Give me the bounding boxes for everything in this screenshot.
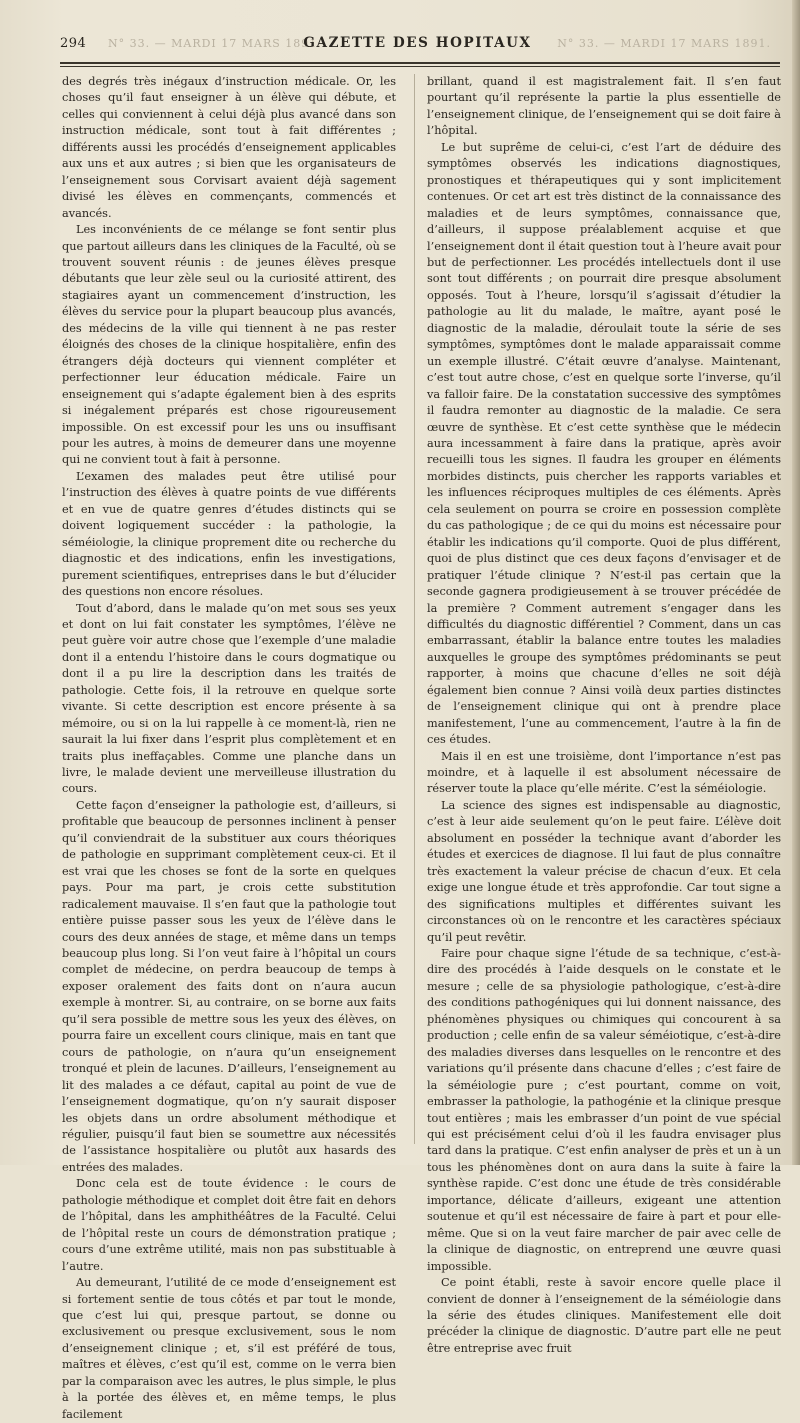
header-rule-thick: [60, 62, 780, 64]
paragraph: L’examen des malades peut être utilisé pour l’instruction des élèves à quatre points de vue différents et en vue de quatre genres d’études distincts qui se doivent logiquement succéder : la pathologie, la séméiologie, la clinique proprement dite ou recherche du diagnostic et des indications, enfin les investigations, purement scientifiques, entreprises dans le but d’élucider des questions non encore résolues.: [62, 469, 396, 599]
paragraph: La science des signes est indispensable au diagnostic, c’est à leur aide seulement qu’on le peut faire. L’élève doit absolument en posséder la technique avant d’aborder les études et exercices de diagnose. Il lui faut de plus connaître très exactement la valeur précise de chacun d’eux. Et cela exige une longue étude et très approfondie. Car tout signe a des significations multiples et différentes suivant les circonstances où on le rencontre et les caractères spéciaux qu’il peut revêtir.: [427, 798, 781, 944]
bleed-through-header-right: N° 33. — MARDI 17 MARS 1891.: [557, 37, 771, 50]
page-edge-shadow: [792, 0, 800, 1165]
paragraph: Au demeurant, l’utilité de ce mode d’enseignement est si fortement sentie de tous côtés et par tout le monde, que c’est lui qui, presque partout, se donne ou exclusivement ou presque exclusivement, sous le nom d’enseignement clinique ; et, s’il est préféré de tous, maîtres et élèves, c’est qu’il est, comme on le verra bien par la comparaison avec les autres, le plus simple, le plus à la portée des élèves et, en même temps, le plus facilement: [62, 1276, 396, 1421]
page-header: [60, 33, 775, 55]
bleed-through-header-left: N° 33. — MARDI 17 MARS 1891.: [108, 37, 322, 50]
paragraph: Les inconvénients de ce mélange se font sentir plus que partout ailleurs dans les cliniques de la Faculté, où se trouvent souvent réunis : de jeunes élèves presque débutants que leur zèle seul ou la curiosité attirent, des stagiaires ayant un commencement d’instruction, les élèves du service pour la plupart beaucoup plus avancés, des médecins de la ville qui tiennent à ne pas rester éloignés des choses de la clinique hospitalière, enfin des étrangers déjà docteurs qui viennent compléter et perfectionner leur éducation médicale. Faire un enseignement qui s’adapte également bien à des esprits si inégalement préparés est chose rigoureusement impossible. On est excessif pour les uns ou insuffisant pour les autres, à moins de demeurer dans une moyenne qui ne convient tout à fait à personne.: [62, 223, 396, 467]
paragraph: Mais il en est une troisième, dont l’importance n’est pas moindre, et à laquelle il est absolument nécessaire de réserver toute la place qu’elle mérite. C’est la séméiologie.: [427, 749, 781, 796]
paragraph: Tout d’abord, dans le malade qu’on met sous ses yeux et dont on lui fait constater les symptômes, l’élève ne peut guère voir autre chose que l’exemple d’une maladie dont il a entendu l’histoire dans le cours dogmatique ou dont il a pu lire la description dans les traités de pathologie. Cette fois, il la retrouve en quelque sorte vivante. Si cette description est encore présente à sa mémoire, ou si on la lui rappelle à ce moment-là, rien ne saurait la lui fixer dans l’esprit plus complètement et en traits plus ineffaçables. Comme une planche dans un livre, le malade devient une merveilleuse illustration du cours.: [62, 601, 396, 796]
header-rule-thin: [60, 66, 780, 67]
newspaper-title: GAZETTE DES HOPITAUX: [303, 35, 532, 51]
paragraph: Ce point établi, reste à savoir encore quelle place il convient de donner à l’enseignement de la séméiologie dans la série des études cliniques. Manifestement elle doit précéder la clinique de diagnostic. D’autre part elle ne peut être entreprise avec fruit: [427, 1276, 781, 1355]
left-column: [62, 74, 396, 1421]
right-column: [427, 74, 781, 1355]
paragraph: Faire pour chaque signe l’étude de sa technique, c’est-à-dire des procédés à l’aide desquels on le constate et le mesure ; celle de sa physiologie pathologique, c’est-à-dire des conditions pathogéniques qui lui donnent naissance, des phénomènes physiques ou chimiques qui concourent à sa production ; celle enfin de sa valeur séméiotique, c’est-à-dire des maladies diverses dans lesquelles on le rencontre et des variations qu’il présente dans chacune d’elles ; c’est faire de la séméiologie pure ; c’est pourtant, comme on voit, embrasser la pathologie, la pathogénie et la clinique presque tout entières ; mais les embrasser d’un point de vue spécial qui est précisément celui d’où il les faudra envisager plus tard dans la pratique. C’est enfin analyser de près et un à un tous les phénomènes dont on aura dans la suite à faire la synthèse rapide. C’est donc une étude de très considérable importance, délicate d’ailleurs, exigeant une attention soutenue et qu’il est nécessaire de faire à part et pour elle-même. Que si on la veut faire marcher de pair avec celle de la clinique de diagnostic, on entreprend une œuvre quasi impossible.: [427, 947, 781, 1273]
paragraph: Donc cela est de toute évidence : le cours de pathologie méthodique et complet doit être fait en dehors de l’hôpital, dans les amphithéâtres de la Faculté. Celui de l’hôpital reste un cours de démonstration pratique ; cours d’une extrême utilité, mais non pas substituable à l’autre.: [62, 1177, 396, 1273]
page-number: 294: [60, 36, 87, 51]
paragraph: Le but suprême de celui-ci, c’est l’art de déduire des symptômes observés les indications diagnostiques, pronostiques et thérapeutiques qui y sont implicitement contenues. Or cet art est très distinct de la connaissance des maladies et de leurs symptômes, connaissance que, d’ailleurs, il suppose préalablement acquise et que l’enseignement dont il était question tout à l’heure avait pour but de perfectionner. Les procédés intellectuels dont il use sont tout différents ; on pourrait dire presque absolument opposés. Tout à l’heure, lorsqu’il s’agissait d’étudier la pathologie au lit du malade, le maître, ayant posé le diagnostic de la maladie, déroulait toute la série de ses symptômes, symptômes dont le malade apparaissait comme un exemple illustré. C’était œuvre d’analyse. Maintenant, c’est tout autre chose, c’est en quelque sorte l’inverse, qu’il va falloir faire. De la constatation successive des symptômes il faudra remonter au diagnostic de la maladie. Ce sera œuvre de synthèse. Et c’est cette synthèse que le médecin aura incessamment à faire dans la pratique, après avoir recueilli tous les signes. Il faudra les grouper en éléments morbides distincts, puis chercher les rapports variables et les influences réciproques multiples de ces éléments. Après cela seulement on pourra se croire en possession complète du cas pathologique ; de ce qui du moins est nécessaire pour établir les indications qu’il comporte. Quoi de plus différent, quoi de plus distinct que ces deux façons d’envisager et de pratiquer l’étude clinique ? N’est-il pas certain que la seconde gagnera prodigieusement à se trouver précédée de la première ? Comment autrement s’engager dans les difficultés du diagnostic différentiel ? Comment, dans un cas embarrassant, établir la balance entre toutes les maladies auxquelles le groupe des symptômes prédominants se peut rapporter, à moins que chacune d’elles ne soit déjà également bien connue ? Ainsi voilà deux parties distinctes de l’enseignement clinique qui ont à prendre place manifestement, l’une au commencement, l’autre à la fin de ces études.: [427, 140, 781, 747]
paragraph: brillant, quand il est magistralement fait. Il s’en faut pourtant qu’il représente la partie la plus essentielle de l’enseignement clinique, de l’enseignement qui se doit faire à l’hôpital.: [427, 75, 781, 138]
paragraph: Cette façon d’enseigner la pathologie est, d’ailleurs, si profitable que beaucoup de personnes inclinent à penser qu’il conviendrait de la substituer aux cours théoriques de pathologie en supprimant complètement ceux-ci. Et il est vrai que les choses se font de la sorte en quelques pays. Pour ma part, je crois cette substitution radicalement mauvaise. Il s’en faut que la pathologie tout entière puisse passer sous les yeux de l’élève dans le cours des deux années de stage, et même dans un temps beaucoup plus long. Si l’on veut faire à l’hôpital un cours complet de médecine, on perdra beaucoup de temps à exposer oralement des faits dont on n’aura aucun exemple à montrer. Si, au contraire, on se borne aux faits qu’il sera possible de mettre sous les yeux des élèves, on pourra faire un excellent cours clinique, mais en tant que cours de pathologie, on n’aura qu’un enseignement tronqué et plein de lacunes. D’ailleurs, l’enseignement au lit des malades a ce défaut, capital au point de vue de l’enseignement dogmatique, qu’on n’y saurait disposer les objets dans un ordre absolument méthodique et régulier, puisqu’il faut bien se soumettre aux nécessités de l’assistance hospitalière ou plutôt aux hasards des entrées des malades.: [62, 798, 396, 1174]
paragraph: des degrés très inégaux d’instruction médicale. Or, les choses qu’il faut enseigner à un élève qui débute, et celles qui conviennent à celui déjà plus avancé dans son instruction médicale, sont tout à fait différentes ; différents aussi les procédés d’enseignement applicables aux uns et aux autres ; si bien que les organisateurs de l’enseignement sous Corvisart avaient déjà sagement divisé les élèves en commençants, commencés et avancés.: [62, 75, 396, 220]
column-divider: [414, 74, 415, 1144]
